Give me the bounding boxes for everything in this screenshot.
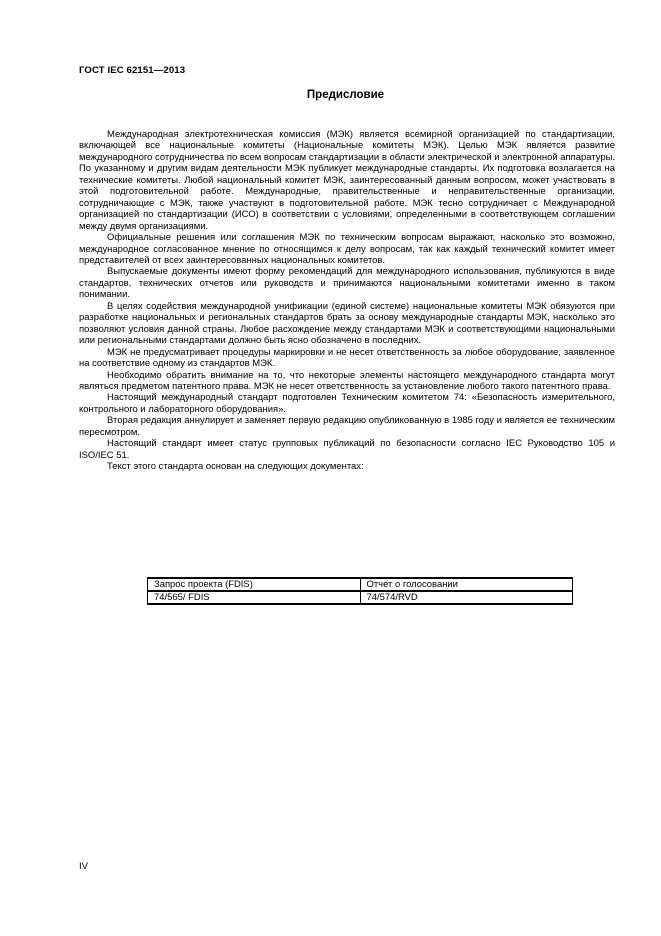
paragraph: Выпускаемые документы имеют форму рекомендаций для международного использования, публикуются в виде стандартов, технических отчетов или руководств и принимаются национальными комитетами именно в таком понимании. [79,266,615,301]
table-header-cell: Запрос проекта (FDIS) [148,578,361,591]
foreword-body [79,129,615,473]
paragraph: Настоящий международный стандарт подготовлен Техническим комитетом 74: «Безопасность измерительного, контрольного и лабораторного оборудования». [79,392,615,415]
document-header: ГОСТ IEC 62151—2013 [79,65,186,76]
table-header-row [148,578,573,591]
table-cell: 74/565/ FDIS [148,591,361,604]
page-title [0,89,661,101]
paragraph: МЭК не предусматривает процедуры маркировки и не несет ответственность за любое оборудование, заявленное на соответствие одному из стандартов МЭК. [79,346,615,370]
paragraph: В целях содействия международной унификации (единой системе) национальные комитеты МЭК обязуются при разработке национальных и региональных стандартов брать за основу международные стандарты МЭК, насколько это позволяют условия данной страны. Любое расхождение между стандартами МЭК и соответствующими национальными или региональными стандартами должно быть ясно обозначено в последних. [79,300,615,347]
page-title-text: Предисловие [306,89,385,101]
page-number: IV [79,861,89,872]
paragraph: Официальные решения или соглашения МЭК по техническим вопросам выражают, насколько это возможно, международное согласованное мнение по относящимся к делу вопросам, так как каждый технический комитет имеет представителей от всех заинтересованных национальных комитетов. [79,232,615,266]
table-header-cell: Отчет о голосовании [360,578,573,591]
source-documents-table [147,577,573,605]
paragraph: Настоящий стандарт имеет статус групповых публикаций по безопасности согласно IEC Руководство 105 и ISO/IEC 51. [79,438,615,461]
table-row [148,591,573,604]
table-cell: 74/574/RVD [360,591,573,604]
paragraph: Текст этого стандарта основан на следующих документах: [107,461,364,473]
paragraph: Вторая редакция аннулирует и заменяет первую редакцию опубликованную в 1985 году и является ее техническим пересмотром. [79,415,615,438]
paragraph: Необходимо обратить внимание на то, что некоторые элементы настоящего международного стандарта могут являться предметом патентного права. МЭК не несет ответственность за установление любого такого патентного права. [79,369,615,392]
paragraph: Международная электротехническая комиссия (МЭК) является всемирной организацией по стандартизации, включающей все национальные комитеты (Национальные комитеты МЭК). Целью МЭК является развитие международного сотрудничества по всем вопросам стандартизации в области электрической и электронной аппаратуры. По указанному и другим видам деятельности МЭК публикует международные стандарты. Их подготовка возлагается на технические комитеты. Любой национальный комитет МЭК, заинтересованный данным вопросом, может участвовать в этой подготовительной работе. Международные, правительственные и неправительственные организации, сотрудничающие с МЭК, также участвуют в подготовительной работе. МЭК тесно сотрудничает с Международной организацией по стандартизации (ИСО) в соответствии с условиями, определенными в соответствующем соглашении между двумя организациями. [79,129,615,232]
